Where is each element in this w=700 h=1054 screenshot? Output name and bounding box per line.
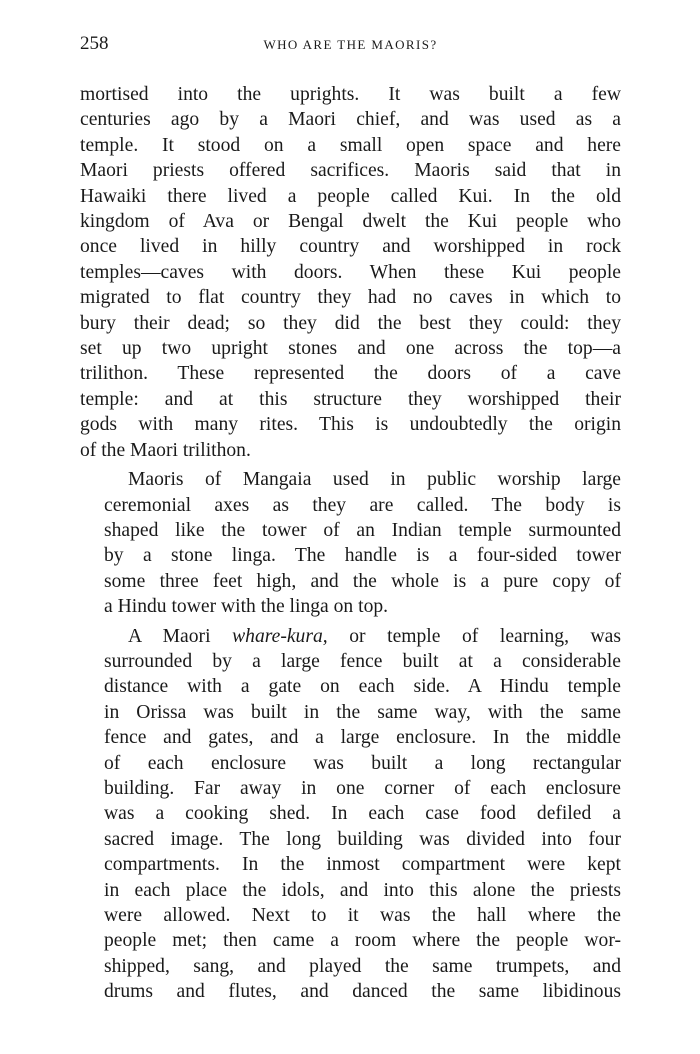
text-line: shipped, sang, and played the same trumpets, and	[104, 955, 621, 977]
text-line: mortised into the uprights. It was built a few	[80, 84, 621, 105]
italic-term: whare-kura,	[232, 625, 328, 647]
text-line: in Orissa was built in the same way, with the same	[104, 701, 621, 723]
text-line: once lived in hilly country and worshipped in rock	[80, 236, 621, 258]
text-line: ceremonial axes as they are called. The body is	[104, 494, 621, 516]
text-line: temple. It stood on a small open space and here	[80, 134, 621, 156]
text-line: surrounded by a large fence built at a considerable	[104, 650, 621, 672]
running-head	[80, 32, 621, 60]
text-line: set up two upright stones and one across the top—a	[80, 338, 621, 360]
text-line: kingdom of Ava or Bengal dwelt the Kui people who	[80, 211, 621, 233]
book-page	[80, 32, 621, 1005]
text-line: building. Far away in one corner of each enclosure	[104, 777, 621, 799]
text-line: trilithon. These represented the doors of a cave	[80, 363, 621, 385]
text-run: A Maori	[128, 625, 233, 647]
text-line: sacred image. The long building was divided into four	[104, 828, 621, 850]
text-line: was a cooking shed. In each case food defiled a	[104, 803, 621, 825]
paragraph-ceremonial-axes	[80, 467, 621, 619]
text-line: compartments. In the inmost compartment were kept	[104, 854, 621, 876]
text-line	[80, 624, 621, 649]
text-line: of each enclosure was built a long rectangular	[104, 752, 621, 774]
text-line: of the Maori trilithon.	[80, 439, 251, 461]
paragraph-whare-kura	[80, 624, 621, 1005]
text-line: shaped like the tower of an Indian temple surmounted	[104, 519, 621, 541]
text-line: Hawaiki there lived a people called Kui. In the old	[80, 185, 621, 207]
text-line: migrated to flat country they had no caves in which to	[80, 287, 621, 309]
text-line: Maori priests offered sacrifices. Maoris said that in	[80, 160, 621, 182]
text-line: in each place the idols, and into this alone the priests	[104, 879, 621, 901]
text-line: temples—caves with doors. When these Kui people	[80, 261, 621, 283]
body-text	[80, 82, 621, 1005]
text-line: distance with a gate on each side. A Hindu temple	[104, 676, 621, 698]
text-line: were allowed. Next to it was the hall where the	[104, 905, 621, 926]
text-line: people met; then came a room where the people wor-	[104, 930, 621, 952]
running-title: WHO ARE THE MAORIS?	[263, 37, 438, 52]
text-run: or temple of learning, was	[327, 625, 622, 647]
text-line: temple: and at this structure they worshipped their	[80, 388, 621, 410]
paragraph-trilithon	[80, 82, 621, 463]
page-number: 258	[80, 33, 109, 54]
text-line: by a stone linga. The handle is a four-sided tower	[104, 545, 621, 567]
text-line: drums and flutes, and danced the same libidinous	[104, 981, 621, 1003]
text-line: some three feet high, and the whole is a pure copy of	[104, 570, 621, 592]
text-line: gods with many rites. This is undoubtedly the origin	[80, 414, 621, 436]
text-line: Maoris of Mangaia used in public worship large	[128, 469, 621, 491]
text-line: fence and gates, and a large enclosure. In the middle	[104, 727, 621, 749]
text-line: a Hindu tower with the linga on top.	[104, 596, 389, 618]
text-line: centuries ago by a Maori chief, and was used as a	[80, 109, 621, 131]
text-line: bury their dead; so they did the best they could: they	[80, 312, 621, 334]
